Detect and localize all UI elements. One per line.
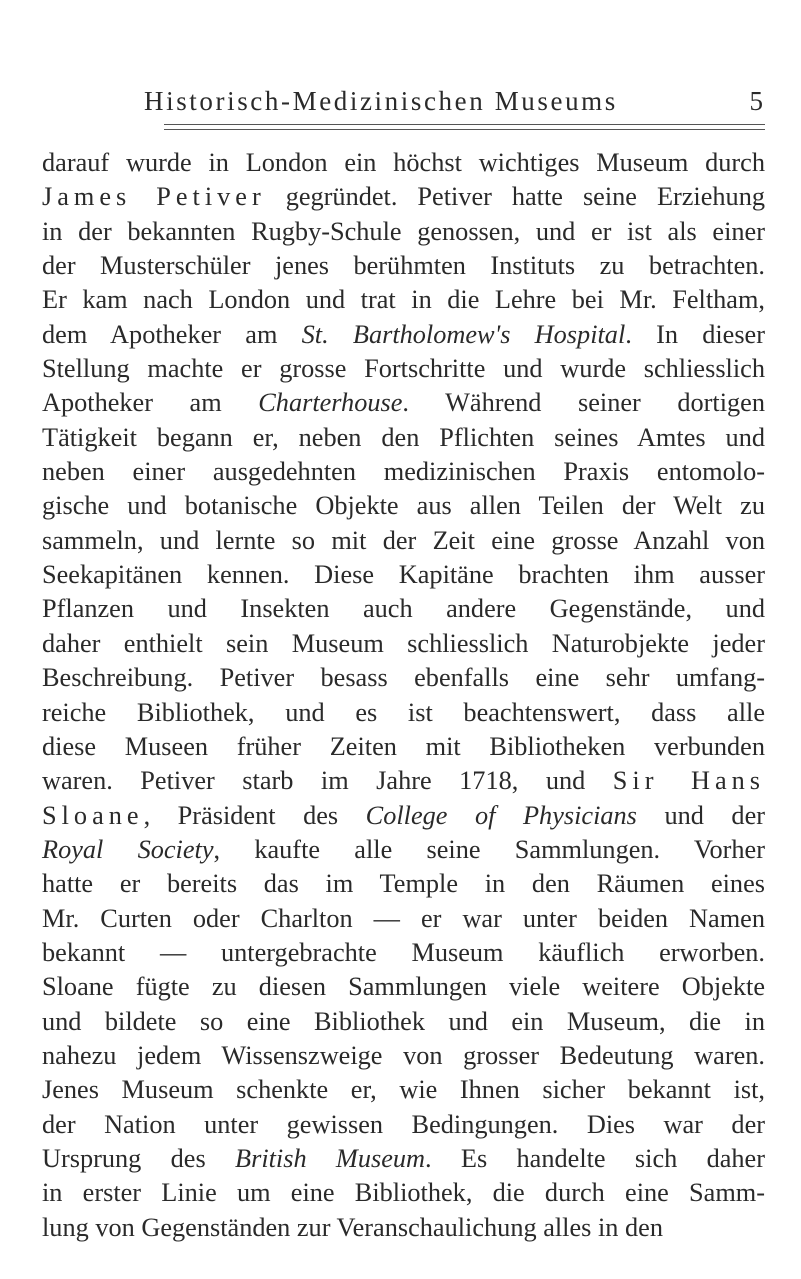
text-segment: Stellung machte er grosse Fortschritte und wurde schliesslich	[42, 354, 765, 384]
text-segment: Pflanzen und Insekten auch andere Gegenstände, und	[42, 594, 765, 624]
text-line	[42, 421, 765, 455]
text-line	[42, 867, 765, 901]
text-segment: Apotheker am	[42, 388, 259, 418]
text-segment: Jenes Museum schenkte er, wie Ihnen sicher bekannt ist,	[42, 1075, 765, 1105]
text-segment: sammeln, und lernte so mit der Zeit eine grosse Anzahl von	[42, 525, 765, 555]
text-line	[42, 215, 765, 249]
text-segment: diese Museen früher Zeiten mit Bibliotheken verbunden	[42, 731, 765, 761]
text-line	[42, 1073, 765, 1107]
body-text	[42, 146, 765, 1245]
text-segment: und bildete so eine Bibliothek und ein Museum, die in	[42, 1006, 765, 1036]
page-header	[42, 86, 765, 126]
text-line	[42, 1176, 765, 1210]
text-segment: der Nation unter gewissen Bedingungen. Dies war der	[42, 1109, 765, 1139]
text-segment: gische und botanische Objekte aus allen Teilen der Welt zu	[42, 491, 765, 521]
text-line	[42, 352, 765, 386]
text-line	[42, 524, 765, 558]
spaced-name: James Petiver	[42, 182, 266, 212]
header-double-rule	[164, 124, 765, 130]
text-segment: Beschreibung. Petiver besass ebenfalls eine sehr umfang-	[42, 663, 765, 693]
text-segment: , kaufte alle seine Sammlungen. Vorher	[213, 834, 765, 864]
running-title: Historisch-Medizinischen Museums	[144, 86, 618, 116]
text-segment: neben einer ausgedehnten medizinischen Praxis entomolo-	[42, 457, 765, 487]
text-segment: in erster Linie um eine Bibliothek, die durch eine Samm-	[42, 1178, 765, 1208]
spaced-name: Sloane	[42, 800, 144, 830]
text-segment: Er kam nach London und trat in die Lehre bei Mr. Feltham,	[42, 285, 765, 315]
text-line	[42, 1039, 765, 1073]
text-line	[42, 318, 765, 352]
text-line	[42, 936, 765, 970]
spaced-name: Sir Hans	[612, 766, 765, 796]
text-segment: . Es handelte sich daher	[425, 1143, 765, 1173]
text-segment: bekannt — untergebrachte Museum käuflich erworben.	[42, 937, 765, 967]
italic-text: St. Bartholomew's Hospital	[301, 319, 626, 349]
text-segment: Seekapitänen kennen. Diese Kapitäne brachten ihm ausser	[42, 560, 765, 590]
text-segment: gegründet. Petiver hatte seine Erziehung	[265, 182, 766, 212]
text-segment: in der bekannten Rugby-Schule genossen, und er ist als einer	[42, 216, 765, 246]
text-segment: der Musterschüler jenes berühmten Instituts zu betrachten.	[42, 251, 765, 281]
text-segment: Ursprung des	[42, 1143, 236, 1173]
text-line	[42, 799, 765, 833]
text-segment: , Präsident des	[143, 800, 366, 830]
text-line	[42, 833, 765, 867]
text-segment: nahezu jedem Wissenszweige von grosser Bedeutung waren.	[42, 1040, 765, 1070]
text-line	[42, 558, 765, 592]
text-line	[42, 592, 765, 626]
text-segment: dem Apotheker am	[42, 319, 302, 349]
text-line	[42, 970, 765, 1004]
text-line	[42, 696, 765, 730]
text-segment: und der	[636, 800, 766, 830]
text-line	[42, 1005, 765, 1039]
text-line	[42, 249, 765, 283]
text-segment: Mr. Curten oder Charlton — er war unter beiden Namen	[42, 903, 765, 933]
page-number: 5	[749, 86, 763, 116]
text-segment: waren. Petiver starb im Jahre 1718, und	[42, 766, 613, 796]
italic-text: British Museum	[235, 1143, 426, 1173]
text-segment: daher enthielt sein Museum schliesslich Naturobjekte jeder	[42, 628, 765, 658]
italic-text: Royal Society	[42, 834, 214, 864]
text-line	[42, 730, 765, 764]
text-segment: Sloane fügte zu diesen Sammlungen viele weitere Objekte	[42, 972, 765, 1002]
text-line	[42, 180, 765, 214]
text-line	[42, 146, 765, 180]
text-line	[42, 902, 765, 936]
text-line	[42, 764, 765, 798]
italic-text: College of Physicians	[365, 800, 637, 830]
text-segment: Tätigkeit begann er, neben den Pflichten seines Amtes und	[42, 422, 765, 452]
text-line	[42, 489, 765, 523]
text-line	[42, 661, 765, 695]
text-segment: . In dieser	[625, 319, 765, 349]
text-segment: hatte er bereits das im Temple in den Räumen eines	[42, 869, 765, 899]
text-segment: reiche Bibliothek, und es ist beachtenswert, dass alle	[42, 697, 765, 727]
text-line	[42, 627, 765, 661]
text-line	[42, 283, 765, 317]
text-line	[42, 386, 765, 420]
text-segment: lung von Gegenständen zur Veranschaulichung alles in den	[42, 1212, 663, 1242]
text-segment: . Während seiner dortigen	[402, 388, 765, 418]
text-line	[42, 1108, 765, 1142]
text-segment: darauf wurde in London ein höchst wichtiges Museum durch	[42, 148, 765, 177]
text-line	[42, 455, 765, 489]
text-line	[42, 1211, 765, 1245]
italic-text: Charterhouse	[258, 388, 403, 418]
text-line	[42, 1142, 765, 1176]
